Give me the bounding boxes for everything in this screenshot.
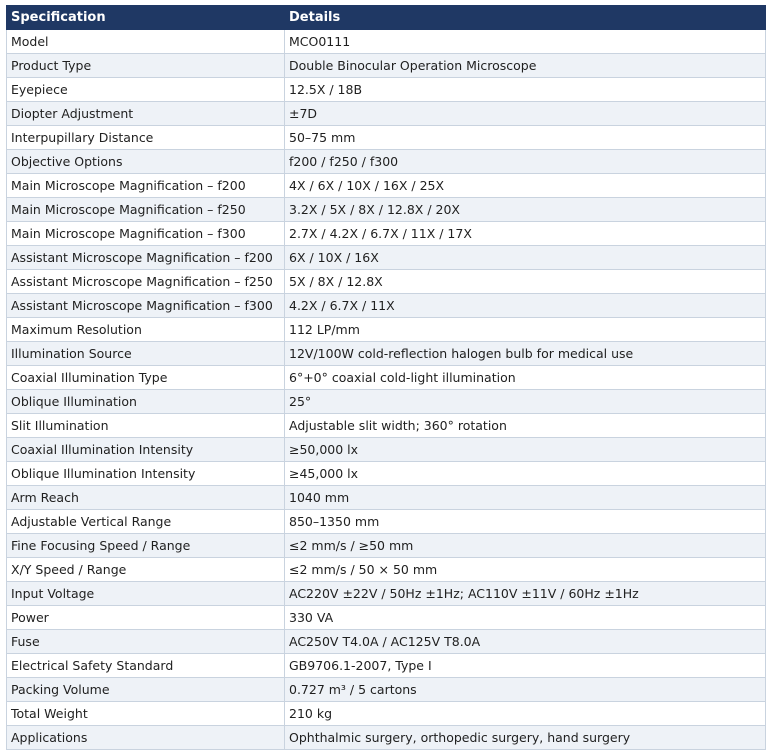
- spec-name-cell: Coaxial Illumination Type: [7, 366, 285, 390]
- table-body: [7, 30, 766, 750]
- spec-value-cell: 6°+0° coaxial cold-light illumination: [285, 366, 766, 390]
- spec-value-cell: 50–75 mm: [285, 126, 766, 150]
- spec-value-cell: ≤2 mm/s / ≥50 mm: [285, 534, 766, 558]
- spec-name-cell: Packing Volume: [7, 678, 285, 702]
- spec-name-cell: Illumination Source: [7, 342, 285, 366]
- spec-value-cell: Double Binocular Operation Microscope: [285, 54, 766, 78]
- spec-name-cell: Assistant Microscope Magnification – f250: [7, 270, 285, 294]
- table-row: [7, 198, 766, 222]
- header-specification: Specification: [7, 6, 285, 30]
- spec-value-cell: 25°: [285, 390, 766, 414]
- table-row: [7, 414, 766, 438]
- table-row: [7, 678, 766, 702]
- table-row: [7, 390, 766, 414]
- table-row: [7, 342, 766, 366]
- table-row: [7, 30, 766, 54]
- table-row: [7, 630, 766, 654]
- spec-value-cell: ≥45,000 lx: [285, 462, 766, 486]
- table-row: [7, 54, 766, 78]
- table-row: [7, 78, 766, 102]
- spec-name-cell: Objective Options: [7, 150, 285, 174]
- spec-value-cell: 12V/100W cold-reflection halogen bulb for medical use: [285, 342, 766, 366]
- spec-name-cell: Main Microscope Magnification – f300: [7, 222, 285, 246]
- spec-value-cell: AC220V ±22V / 50Hz ±1Hz; AC110V ±11V / 60Hz ±1Hz: [285, 582, 766, 606]
- spec-value-cell: 4X / 6X / 10X / 16X / 25X: [285, 174, 766, 198]
- table-header-row: [7, 6, 766, 30]
- table-row: [7, 150, 766, 174]
- spec-name-cell: Slit Illumination: [7, 414, 285, 438]
- spec-name-cell: Applications: [7, 726, 285, 750]
- spec-name-cell: Oblique Illumination Intensity: [7, 462, 285, 486]
- spec-value-cell: 3.2X / 5X / 8X / 12.8X / 20X: [285, 198, 766, 222]
- specification-table: [6, 5, 766, 750]
- spec-value-cell: 850–1350 mm: [285, 510, 766, 534]
- table-row: [7, 270, 766, 294]
- spec-name-cell: Fuse: [7, 630, 285, 654]
- spec-name-cell: Electrical Safety Standard: [7, 654, 285, 678]
- spec-value-cell: ≥50,000 lx: [285, 438, 766, 462]
- spec-value-cell: 5X / 8X / 12.8X: [285, 270, 766, 294]
- spec-name-cell: Total Weight: [7, 702, 285, 726]
- spec-value-cell: AC250V T4.0A / AC125V T8.0A: [285, 630, 766, 654]
- spec-name-cell: Arm Reach: [7, 486, 285, 510]
- spec-name-cell: Diopter Adjustment: [7, 102, 285, 126]
- table-row: [7, 438, 766, 462]
- table-row: [7, 486, 766, 510]
- table-row: [7, 510, 766, 534]
- spec-name-cell: X/Y Speed / Range: [7, 558, 285, 582]
- table-row: [7, 654, 766, 678]
- spec-value-cell: ±7D: [285, 102, 766, 126]
- spec-value-cell: GB9706.1-2007, Type I: [285, 654, 766, 678]
- spec-value-cell: ≤2 mm/s / 50 × 50 mm: [285, 558, 766, 582]
- spec-name-cell: Assistant Microscope Magnification – f300: [7, 294, 285, 318]
- spec-value-cell: f200 / f250 / f300: [285, 150, 766, 174]
- spec-value-cell: 0.727 m³ / 5 cartons: [285, 678, 766, 702]
- spec-value-cell: 2.7X / 4.2X / 6.7X / 11X / 17X: [285, 222, 766, 246]
- spec-name-cell: Product Type: [7, 54, 285, 78]
- spec-name-cell: Power: [7, 606, 285, 630]
- table-row: [7, 366, 766, 390]
- spec-name-cell: Coaxial Illumination Intensity: [7, 438, 285, 462]
- spec-name-cell: Oblique Illumination: [7, 390, 285, 414]
- spec-value-cell: 4.2X / 6.7X / 11X: [285, 294, 766, 318]
- spec-name-cell: Assistant Microscope Magnification – f200: [7, 246, 285, 270]
- spec-value-cell: 6X / 10X / 16X: [285, 246, 766, 270]
- table-row: [7, 102, 766, 126]
- table-row: [7, 222, 766, 246]
- spec-value-cell: 210 kg: [285, 702, 766, 726]
- spec-name-cell: Interpupillary Distance: [7, 126, 285, 150]
- spec-value-cell: 112 LP/mm: [285, 318, 766, 342]
- spec-value-cell: 12.5X / 18B: [285, 78, 766, 102]
- table-row: [7, 534, 766, 558]
- spec-value-cell: Ophthalmic surgery, orthopedic surgery, hand surgery: [285, 726, 766, 750]
- spec-name-cell: Adjustable Vertical Range: [7, 510, 285, 534]
- table-row: [7, 246, 766, 270]
- spec-name-cell: Fine Focusing Speed / Range: [7, 534, 285, 558]
- table-row: [7, 582, 766, 606]
- spec-value-cell: 330 VA: [285, 606, 766, 630]
- table-row: [7, 294, 766, 318]
- table-row: [7, 558, 766, 582]
- table-row: [7, 606, 766, 630]
- spec-name-cell: Model: [7, 30, 285, 54]
- spec-name-cell: Main Microscope Magnification – f200: [7, 174, 285, 198]
- spec-value-cell: 1040 mm: [285, 486, 766, 510]
- spec-name-cell: Eyepiece: [7, 78, 285, 102]
- table-row: [7, 462, 766, 486]
- spec-name-cell: Maximum Resolution: [7, 318, 285, 342]
- table-row: [7, 174, 766, 198]
- table-row: [7, 702, 766, 726]
- header-details: Details: [285, 6, 766, 30]
- spec-value-cell: Adjustable slit width; 360° rotation: [285, 414, 766, 438]
- table-row: [7, 126, 766, 150]
- spec-name-cell: Main Microscope Magnification – f250: [7, 198, 285, 222]
- spec-name-cell: Input Voltage: [7, 582, 285, 606]
- table-row: [7, 318, 766, 342]
- spec-value-cell: MCO0111: [285, 30, 766, 54]
- table-row: [7, 726, 766, 750]
